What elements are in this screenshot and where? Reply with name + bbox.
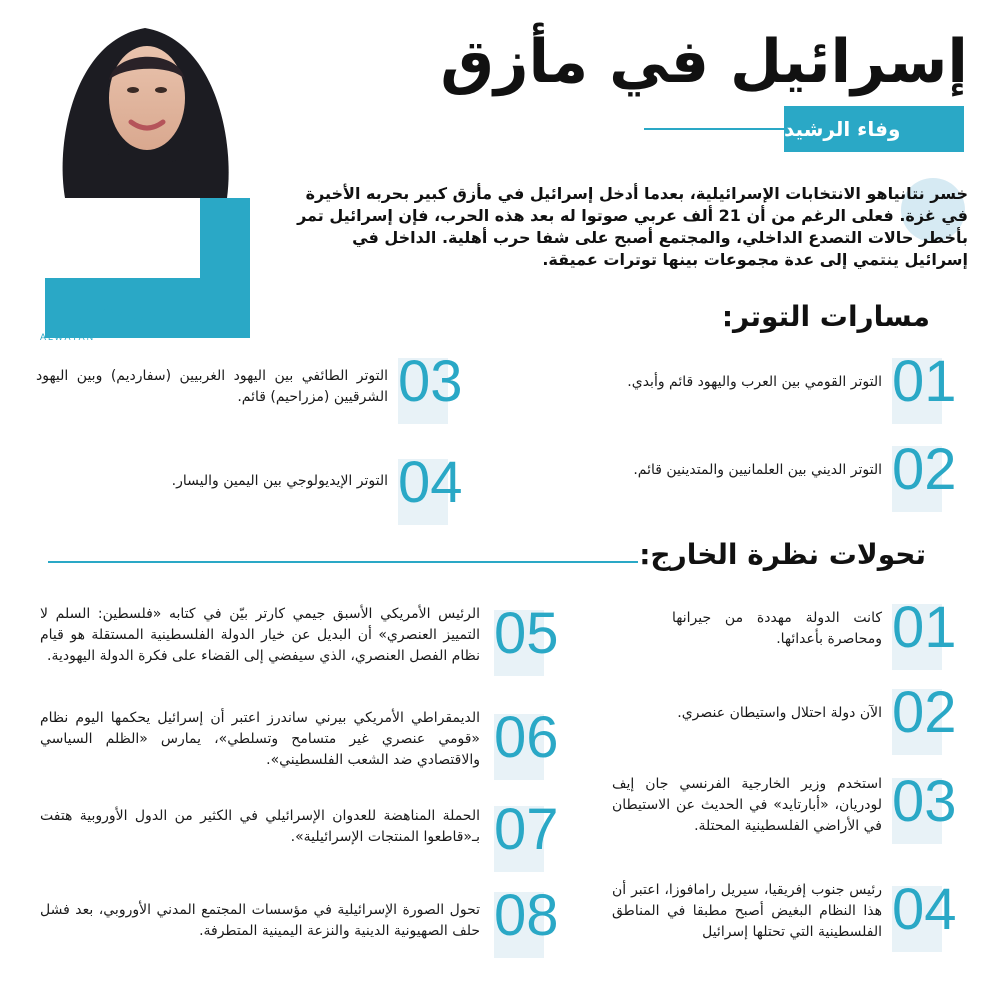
item-number-badge [892, 877, 966, 952]
item-number-badge [398, 450, 472, 525]
item-number: 06 [494, 705, 559, 770]
item-text: الديمقراطي الأمريكي بيرني ساندرز اعتبر أن إسرائيل يحكمها اليوم نظام «قومي عنصري غير متسامح وتسلطي»، يمارس «الظلم السياسي والاقتصادي ضد الشعب الفلسطيني». [40, 710, 480, 768]
outside-item [38, 705, 568, 780]
item-number: 05 [494, 601, 559, 666]
item-number: 02 [892, 437, 957, 502]
portrait-accent-cutout [45, 198, 200, 278]
outside-item [38, 797, 568, 872]
author-portrait [45, 20, 250, 198]
tension-heading: مسارات التوتر: [721, 300, 930, 333]
item-number-badge [892, 595, 966, 670]
tension-item [536, 349, 966, 424]
byline-divider [644, 128, 784, 130]
logo-arabic: الوطن [61, 286, 170, 326]
outside-item [606, 769, 966, 844]
item-number-badge [892, 349, 966, 424]
alwatan-logo [40, 286, 170, 342]
item-number: 08 [494, 883, 559, 948]
item-number-badge [398, 349, 472, 424]
outside-heading: تحولات نظرة الخارج: [639, 538, 926, 571]
item-number: 04 [398, 450, 463, 515]
tension-item [36, 349, 472, 424]
outside-item [38, 883, 568, 958]
item-number: 01 [892, 595, 957, 660]
item-number-badge [494, 601, 568, 676]
logo-latin: ALWATAN [40, 332, 96, 342]
item-number-badge [494, 883, 568, 958]
item-text: استخدم وزير الخارجية الفرنسي جان إيف لودريان، «أبارتايد» في الحديث عن الاستيطان في الأراضي الفلسطينية المحتلة. [612, 776, 882, 834]
item-number-badge [892, 437, 966, 512]
outside-item [606, 877, 966, 952]
outside-item [606, 680, 966, 755]
outside-item [38, 601, 568, 676]
outside-item [606, 595, 966, 670]
item-number: 04 [892, 877, 957, 942]
item-text: التوتر الديني بين العلمانيين والمتدينين قائم. [633, 462, 882, 478]
item-text: التوتر القومي بين العرب واليهود قائم وأبدي. [627, 374, 882, 390]
item-text: الحملة المناهضة للعدوان الإسرائيلي في الكثير من الدول الأوروبية هتفت بـ«قاطعوا المنتجات الإسرائيلية». [40, 808, 480, 845]
item-number: 02 [892, 680, 957, 745]
intro-paragraph: خسر نتانياهو الانتخابات الإسرائيلية، بعدما أدخل إسرائيل في مأزق كبير بحربه الأخيرة في غزة. فعلى الرغم من أن 21 ألف عربي صوتوا له بعد هذه الحرب، فإن إسرائيل تمر بأخطر حالات التصدع الداخلي، والمجتمع أصبح على شفا حرب أهلية. الداخل في إسرائيل ينتمي إلى عدة مجموعات بينها توترات عميقة. [297, 184, 968, 269]
section-divider [48, 561, 638, 563]
item-text: تحول الصورة الإسرائيلية في مؤسسات المجتمع المدني الأوروبي، بعد فشل حلف الصهيونية الدينية والنزعة اليمينية المتطرفة. [40, 902, 480, 939]
item-number-badge [494, 797, 568, 872]
item-number: 07 [494, 797, 559, 862]
item-text: التوتر الإيديولوجي بين اليمين واليسار. [171, 473, 388, 489]
author-badge: وفاء الرشيد [784, 106, 964, 152]
item-text: رئيس جنوب إفريقيا، سيريل رامافوزا، اعتبر أن هذا النظام البغيض أصبح مطبقا في المناطق الفلسطينية التي تحتلها إسرائيل [612, 882, 882, 940]
item-number: 01 [892, 349, 957, 414]
tension-item [36, 450, 472, 525]
page-title: إسرائيل في مأزق [440, 27, 968, 97]
item-number: 03 [398, 349, 463, 414]
item-number-badge [494, 705, 568, 780]
item-number-badge [892, 769, 966, 844]
tension-item [536, 437, 966, 512]
item-number: 03 [892, 769, 957, 834]
item-text: كانت الدولة مهددة من جيرانها ومحاصرة بأعدائها. [672, 610, 882, 647]
item-text: التوتر الطائفي بين اليهود الغربيين (سفارديم) وبين اليهود الشرقيين (مزراحيم) قائم. [36, 368, 388, 405]
item-text: الرئيس الأمريكي الأسبق جيمي كارتر بيّن في كتابه «فلسطين: السلم لا التمييز العنصري» أن البديل عن خيار الدولة الفلسطينية المستقلة هو قيام نظام الفصل العنصري، الذي سيفضي إلى القضاء على فكرة الدولة اليهودية. [40, 606, 480, 664]
item-number-badge [892, 680, 966, 755]
item-text: الآن دولة احتلال واستيطان عنصري. [677, 705, 882, 721]
